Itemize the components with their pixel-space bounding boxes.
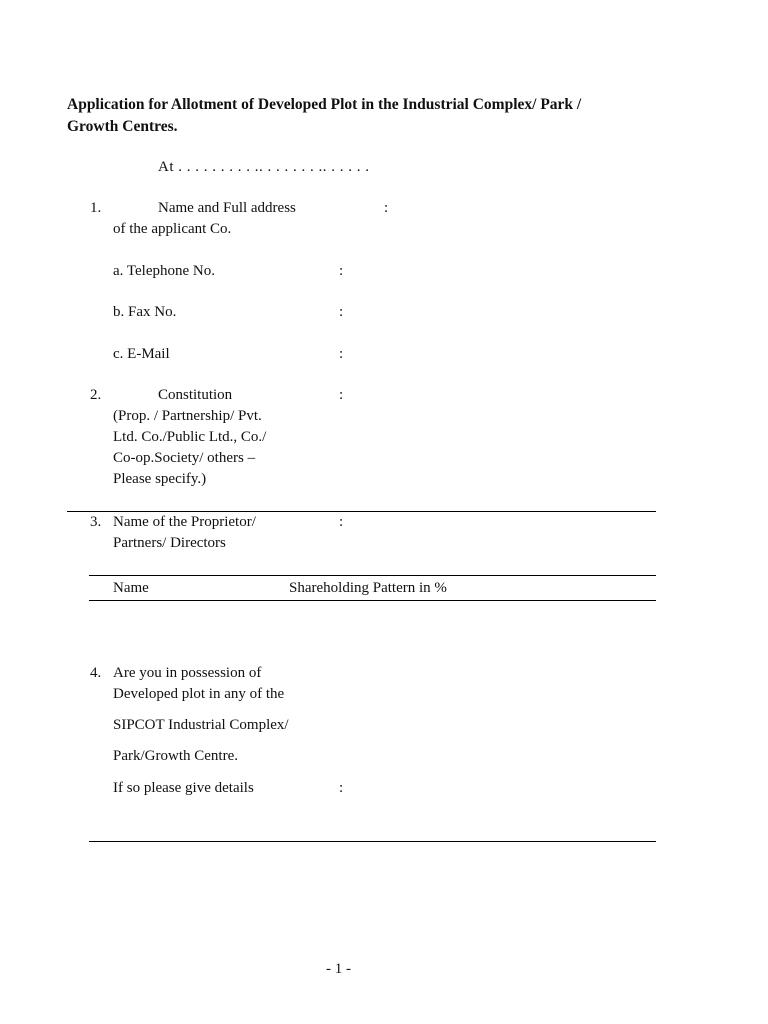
item2-desc-line4: Please specify.) [113,471,207,487]
form-title-line1: Application for Allotment of Developed Plot in the Industrial Complex/ Park / [67,96,582,113]
item4-number: 4. [90,665,102,681]
table-header-name: Name [113,580,149,596]
table-header-shareholding: Shareholding Pattern in % [289,580,447,596]
item2-colon: : [339,387,344,403]
bottom-rule [89,841,656,842]
fax-label: b. Fax No. [113,304,177,320]
item4-line4: Park/Growth Centre. [113,748,238,764]
table-top-rule [89,575,656,576]
item4-line5: If so please give details [113,780,254,796]
item2-desc-line3: Co-op.Society/ others – [113,450,256,466]
item4-line2: Developed plot in any of the [113,686,285,702]
email-label: c. E-Mail [113,346,170,362]
fax-colon: : [339,304,344,320]
item2-desc-line2: Ltd. Co./Public Ltd., Co./ [113,429,267,445]
form-title-line2: Growth Centres. [67,118,178,135]
email-colon: : [339,346,344,362]
page-number: - 1 - [326,961,351,977]
item3-colon: : [339,514,344,530]
item2-desc-line1: (Prop. / Partnership/ Pvt. [113,408,262,424]
telephone-colon: : [339,263,344,279]
telephone-label: a. Telephone No. [113,263,215,279]
item4-colon: : [339,780,344,796]
item4-line1: Are you in possession of [113,665,262,681]
item1-label-line1: Name and Full address [158,200,296,216]
item1-number: 1. [90,200,102,216]
item3-label-line2: Partners/ Directors [113,535,226,551]
location-line: At . . . . . . . . . .. . . . . . . .. . . . . . [158,159,370,175]
item3-label-line1: Name of the Proprietor/ [113,514,256,530]
item2-label: Constitution [158,387,233,403]
item1-label-line2: of the applicant Co. [113,221,232,237]
table-header-rule [89,600,656,601]
item3-number: 3. [90,514,102,530]
item1-colon: : [384,200,389,216]
item2-number: 2. [90,387,102,403]
item4-line3: SIPCOT Industrial Complex/ [113,717,289,733]
